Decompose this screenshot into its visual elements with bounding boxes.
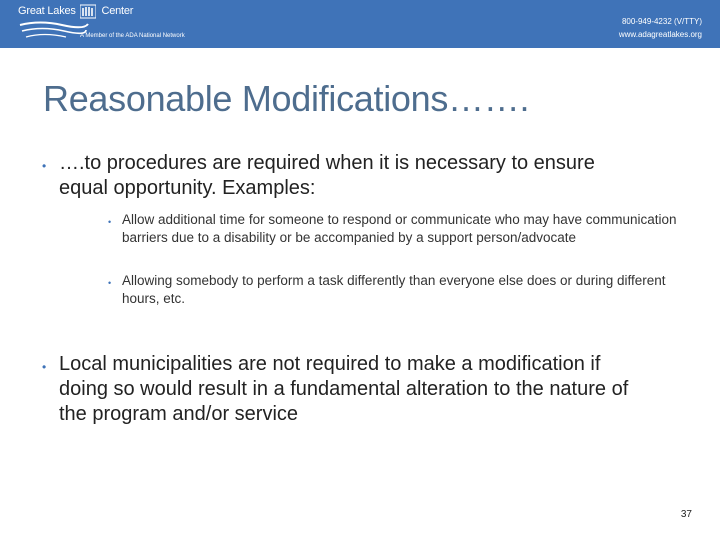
sub-bullet-item [108, 211, 678, 247]
bullet-text: Local municipalities are not required to make a modification if doing so would result in a fundamental alteration to the nature of the program and/or service [59, 353, 629, 425]
phone-number: 800-949-4232 (V/TTY) [621, 17, 702, 26]
website-url: www.adagreatlakes.org [618, 30, 702, 39]
bullet-icon: • [42, 360, 47, 374]
contact-info [619, 15, 702, 41]
bullet-item [42, 151, 642, 201]
sub-bullet-item [108, 272, 678, 308]
great-lakes-logo [18, 3, 218, 43]
bullet-text: ….to procedures are required when it is necessary to ensure equal opportunity. Examples: [59, 152, 595, 199]
bullet-icon: • [42, 159, 47, 173]
header-banner [0, 0, 720, 48]
sub-bullet-icon: • [108, 217, 112, 227]
page-number: 37 [680, 509, 692, 520]
sub-bullet-icon: • [108, 278, 112, 288]
slide-title: Reasonable Modifications……. [43, 78, 530, 119]
logo-mark-icon [80, 3, 96, 19]
logo-name: Great Lakes Center [18, 5, 134, 17]
sub-bullet-text: Allowing somebody to perform a task differently than everyone else does or during different hours, etc. [122, 273, 666, 306]
bullet-item [42, 352, 652, 427]
logo-tagline: A Member of the ADA National Network [80, 33, 185, 39]
sub-bullet-text: Allow additional time for someone to respond or communicate who may have communication barriers due to a disability or be accompanied by a support person/advocate [122, 212, 677, 245]
